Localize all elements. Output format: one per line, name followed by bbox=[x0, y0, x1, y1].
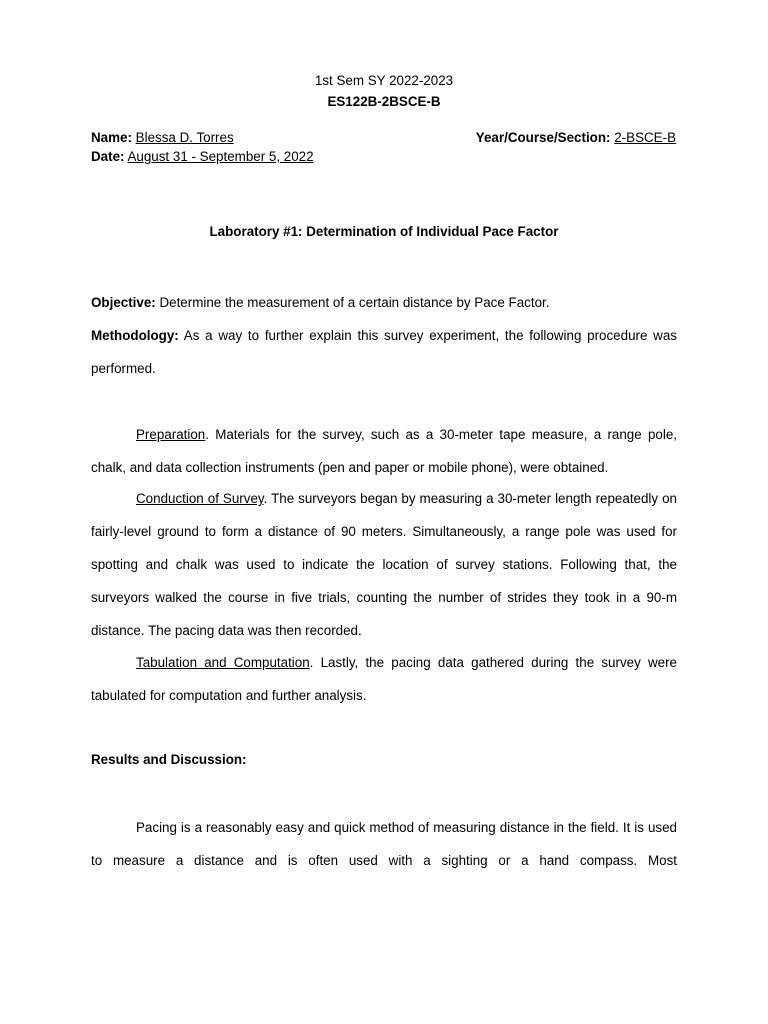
objective-label: Objective: bbox=[91, 295, 156, 310]
lab-title: Laboratory #1: Determination of Individual Pace Factor bbox=[209, 224, 559, 239]
date-label: Date: bbox=[91, 149, 125, 164]
methodology-label: Methodology: bbox=[91, 328, 179, 343]
procedure-text: . Lastly, the pacing data gathered during the survey were tabulated for computation and further analysis. bbox=[91, 655, 677, 703]
procedure-text: . The surveyors began by measuring a 30-meter length repeatedly on fairly-level ground to form a distance of 90 meters. Simultaneously, a range pole was used for spotting and chalk was used to indicate the location of survey stations. Following that, the surveyors walked the course in five trials, counting the number of strides they took in a 90-m distance. The pacing data was then recorded. bbox=[91, 491, 677, 638]
procedure-heading: Tabulation and Computation bbox=[136, 655, 310, 670]
name-label: Name: bbox=[91, 130, 132, 145]
course-code: ES122B-2BSCE-B bbox=[327, 94, 441, 109]
procedure-text: . Materials for the survey, such as a 30-meter tape measure, a range pole, chalk, and data collection instruments (pen and paper or mobile phone), were obtained. bbox=[91, 427, 677, 475]
section-value: 2-BSCE-B bbox=[614, 130, 676, 145]
procedure-heading: Preparation bbox=[136, 427, 206, 442]
objective-paragraph bbox=[91, 286, 677, 319]
procedure-heading: Conduction of Survey bbox=[136, 491, 264, 506]
section-label: Year/Course/Section: bbox=[475, 130, 611, 145]
results-paragraph: Pacing is a reasonably easy and quick method of measuring distance in the field. It is used to measure a distance and is often used with a sighting or a hand compass. Most bbox=[91, 820, 677, 868]
objective-text: Determine the measurement of a certain distance by Pace Factor. bbox=[155, 295, 550, 310]
methodology-text: As a way to further explain this survey experiment, the following procedure was performed. bbox=[91, 328, 677, 376]
procedure-preparation bbox=[91, 418, 677, 484]
name-row bbox=[91, 130, 234, 145]
results-heading: Results and Discussion: bbox=[91, 752, 247, 767]
date-value: August 31 - September 5, 2022 bbox=[127, 149, 314, 164]
methodology-paragraph bbox=[91, 319, 677, 385]
name-value: Blessa D. Torres bbox=[135, 130, 234, 145]
procedure-conduction bbox=[91, 482, 677, 647]
procedure-tabulation bbox=[91, 646, 677, 712]
semester-line: 1st Sem SY 2022-2023 bbox=[314, 73, 454, 88]
section-row bbox=[476, 130, 676, 145]
date-row bbox=[91, 149, 314, 164]
